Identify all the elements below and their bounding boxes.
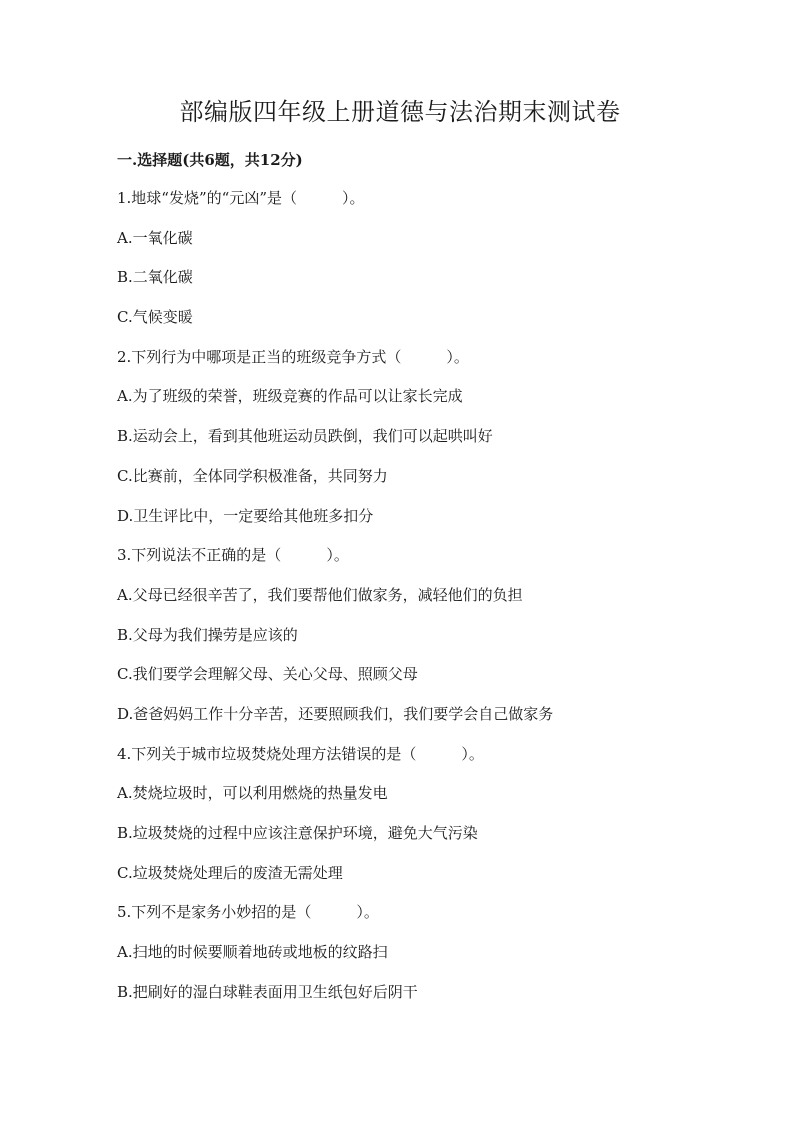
question-2-option-a: A.为了班级的荣誉，班级竞赛的作品可以让家长完成 [117,387,463,406]
question-2-stem: 2.下列行为中哪项是正当的班级竞争方式（ ）。 [117,347,469,366]
question-3-option-d: D.爸爸妈妈工作十分辛苦，还要照顾我们，我们要学会自己做家务 [117,704,554,723]
question-5-option-b: B.把刷好的湿白球鞋表面用卫生纸包好后阴干 [117,982,418,1001]
question-4-option-c: C.垃圾焚烧处理后的废渣无需处理 [117,863,343,882]
question-2-option-b: B.运动会上，看到其他班运动员跌倒，我们可以起哄叫好 [117,427,493,446]
question-2-option-d: D.卫生评比中，一定要给其他班多扣分 [117,506,374,525]
question-5-stem: 5.下列不是家务小妙招的是（ ）。 [117,903,379,922]
question-1-option-b: B.二氧化碳 [117,268,193,287]
question-3-option-b: B.父母为我们操劳是应该的 [117,625,298,644]
question-list [117,179,717,1012]
question-1-option-a: A.一氧化碳 [117,228,193,247]
question-2-option-c: C.比赛前，全体同学积极准备，共同努力 [117,466,388,485]
section-heading: 一.选择题(共6题，共12分) [117,151,303,169]
question-1-stem: 1.地球“发烧”的“元凶”是（ ）。 [117,189,365,207]
question-3-option-a: A.父母已经很辛苦了，我们要帮他们做家务，减轻他们的负担 [117,585,523,604]
question-1-option-c: C.气候变暖 [117,308,193,327]
question-4-stem: 4.下列关于城市垃圾焚烧处理方法错误的是（ ）。 [117,744,484,763]
question-4-option-a: A.焚烧垃圾时，可以利用燃烧的热量发电 [117,784,388,803]
question-3-stem: 3.下列说法不正确的是（ ）。 [117,546,349,565]
question-4-option-b: B.垃圾焚烧的过程中应该注意保护环境，避免大气污染 [117,824,478,842]
question-5-option-a: A.扫地的时候要顺着地砖或地板的纹路扫 [117,943,388,962]
page-title: 部编版四年级上册道德与法治期末测试卷 [179,98,621,126]
question-3-option-c: C.我们要学会理解父母、关心父母、照顾父母 [117,665,418,684]
